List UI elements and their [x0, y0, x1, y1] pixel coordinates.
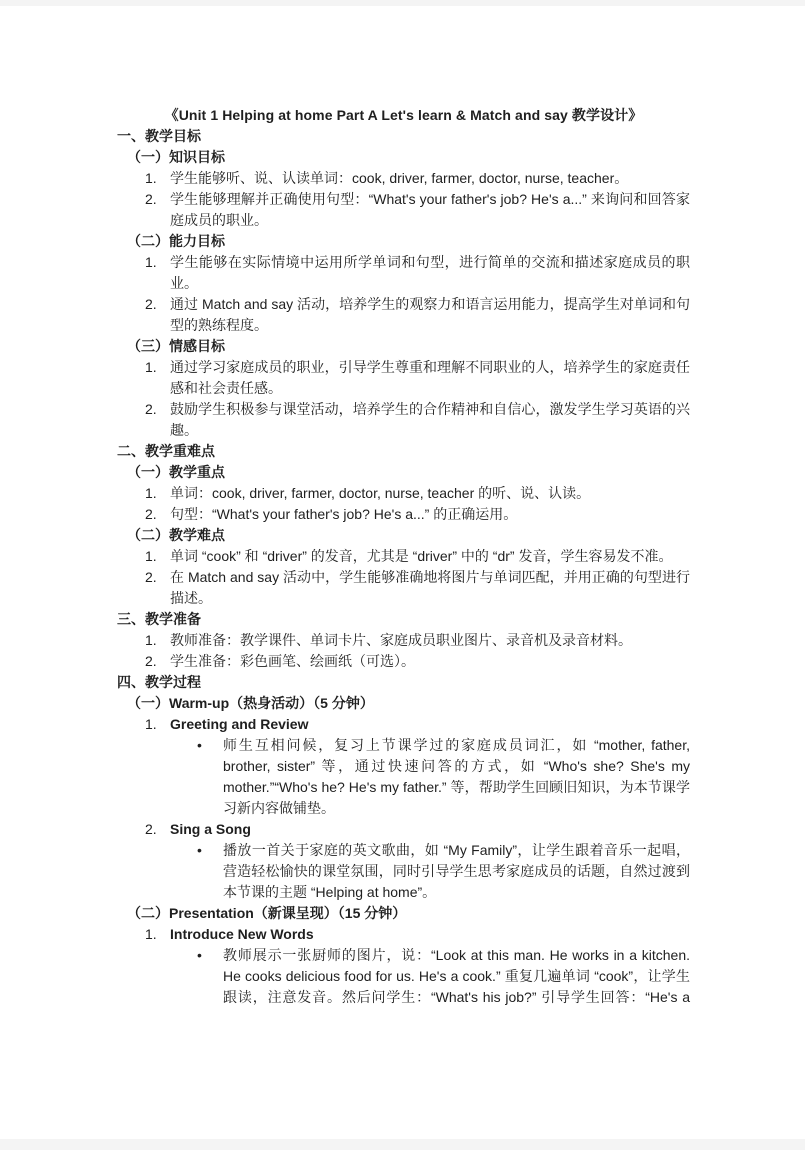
- list-item-number: 1.: [145, 359, 157, 375]
- document-body: [117, 126, 690, 1008]
- list-item-number: 2.: [145, 821, 157, 837]
- bullet-list-item: [117, 945, 690, 1008]
- numbered-list-item: [117, 651, 690, 672]
- subsection-heading: （一）Warm-up（热身活动）（5 分钟）: [127, 695, 374, 711]
- subsection-heading: （二）教学难点: [127, 527, 225, 543]
- bullet-item-text: 师生互相问候，复习上节课学过的家庭成员词汇，如 “mother, father, brother, sister” 等，通过快速问答的方式，如 “Who's she? She's my mother.”“Who's he? He's my father.” 等，帮助学生回顾旧知识，为本节课学习新内容做铺垫。: [223, 737, 690, 816]
- subsection-heading: （二）Presentation（新课呈现）（15 分钟）: [127, 905, 407, 921]
- list-item-text: Sing a Song: [170, 821, 251, 837]
- list-item-number: 2.: [145, 653, 157, 669]
- list-item-text: Introduce New Words: [170, 926, 314, 942]
- numbered-list-item: [117, 168, 690, 189]
- list-item-text: 单词 “cook” 和 “driver” 的发音，尤其是 “driver” 中的 “dr” 发音，学生容易发不准。: [170, 548, 673, 564]
- list-item-number: 2.: [145, 296, 157, 312]
- numbered-list-item: [117, 252, 690, 294]
- list-item-text: 通过学习家庭成员的职业，引导学生尊重和理解不同职业的人，培养学生的家庭责任感和社会责任感。: [170, 359, 690, 396]
- numbered-list-item: [117, 189, 690, 231]
- list-item-text: 在 Match and say 活动中，学生能够准确地将图片与单词匹配，并用正确的句型进行描述。: [170, 569, 690, 606]
- list-item-number: 2.: [145, 506, 157, 522]
- list-item-number: 2.: [145, 569, 157, 585]
- lesson-plan-page: [0, 6, 805, 1139]
- subsection-heading: （一）教学重点: [127, 464, 225, 480]
- numbered-list-item: [117, 357, 690, 399]
- section-heading: 三、教学准备: [117, 611, 201, 627]
- bullet-icon: •: [197, 842, 202, 858]
- numbered-list-item: [117, 819, 690, 840]
- numbered-list-item: [117, 714, 690, 735]
- bullet-list-item: [117, 840, 690, 903]
- numbered-list-item: [117, 567, 690, 609]
- list-item-text: 通过 Match and say 活动，培养学生的观察力和语言运用能力，提高学生对单词和句型的熟练程度。: [170, 296, 690, 333]
- list-item-text: 单词：cook, driver, farmer, doctor, nurse, teacher 的听、说、认读。: [170, 485, 591, 501]
- bullet-list-item: [117, 735, 690, 819]
- bullet-icon: •: [197, 947, 202, 963]
- numbered-list-item: [117, 630, 690, 651]
- section-heading: 二、教学重难点: [117, 443, 215, 459]
- list-item-number: 2.: [145, 401, 157, 417]
- list-item-number: 1.: [145, 485, 157, 501]
- list-item-number: 1.: [145, 926, 157, 942]
- list-item-text: 句型：“What's your father's job? He's a...” 的正确运用。: [170, 506, 518, 522]
- subsection-heading: （一）知识目标: [127, 149, 225, 165]
- numbered-list-item: [117, 483, 690, 504]
- bullet-item-text: 教师展示一张厨师的图片，说：“Look at this man. He works in a kitchen. He cooks delicious food for us. He's a cook.” 重复几遍单词 “cook”，让学生跟读，注意发音。然后问学生：“What's his job?” 引导学生回答：“He's a: [223, 947, 690, 1005]
- subsection-heading: （三）情感目标: [127, 338, 225, 354]
- numbered-list-item: [117, 546, 690, 567]
- subsection-heading: （二）能力目标: [127, 233, 225, 249]
- list-item-number: 1.: [145, 548, 157, 564]
- list-item-number: 1.: [145, 170, 157, 186]
- list-item-text: 学生能够在实际情境中运用所学单词和句型，进行简单的交流和描述家庭成员的职业。: [170, 254, 690, 291]
- section-heading: 一、教学目标: [117, 128, 201, 144]
- numbered-list-item: [117, 504, 690, 525]
- list-item-text: 鼓励学生积极参与课堂活动，培养学生的合作精神和自信心，激发学生学习英语的兴趣。: [170, 401, 690, 438]
- bullet-icon: •: [197, 737, 202, 753]
- numbered-list-item: [117, 294, 690, 336]
- numbered-list-item: [117, 924, 690, 945]
- bullet-item-text: 播放一首关于家庭的英文歌曲，如 “My Family”，让学生跟着音乐一起唱，营造轻松愉快的课堂氛围，同时引导学生思考家庭成员的话题，自然过渡到本节课的主题 “Helping at home”。: [223, 842, 690, 900]
- list-item-text: 教师准备：教学课件、单词卡片、家庭成员职业图片、录音机及录音材料。: [170, 632, 632, 648]
- list-item-number: 1.: [145, 632, 157, 648]
- list-item-text: 学生能够听、说、认读单词：cook, driver, farmer, doctor, nurse, teacher。: [170, 170, 629, 186]
- list-item-text: 学生准备：彩色画笔、绘画纸（可选）。: [170, 653, 415, 669]
- numbered-list-item: [117, 399, 690, 441]
- list-item-text: Greeting and Review: [170, 716, 309, 732]
- list-item-number: 2.: [145, 191, 157, 207]
- list-item-text: 学生能够理解并正确使用句型：“What's your father's job? He's a...” 来询问和回答家庭成员的职业。: [170, 191, 690, 228]
- document-title: 《Unit 1 Helping at home Part A Let's learn & Match and say 教学设计》: [164, 107, 643, 123]
- list-item-number: 1.: [145, 254, 157, 270]
- section-heading: 四、教学过程: [117, 674, 201, 690]
- list-item-number: 1.: [145, 716, 157, 732]
